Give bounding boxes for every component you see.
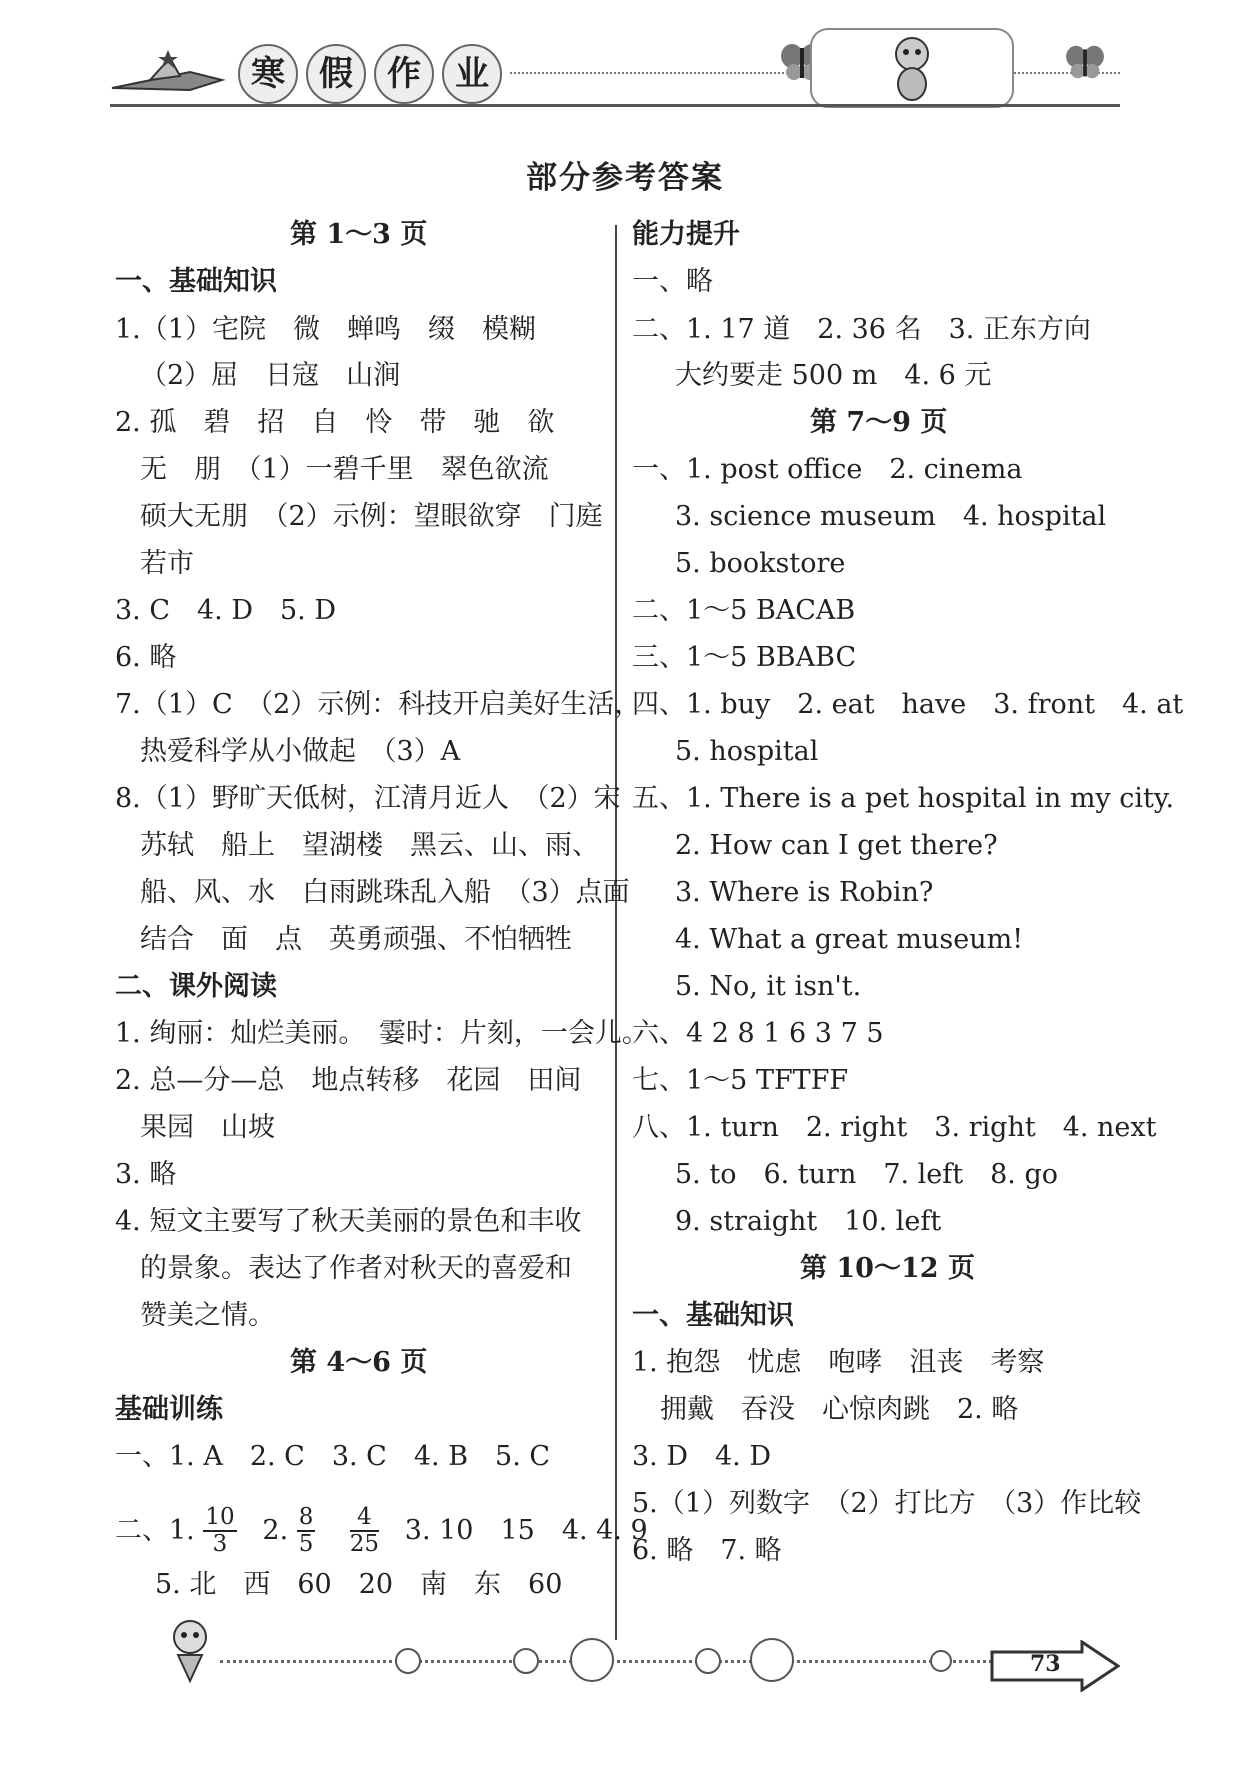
section-heading: 二、课外阅读 xyxy=(115,971,277,1002)
answer-line: 9. straight 10. left xyxy=(675,1206,942,1237)
fraction-numerator: 4 xyxy=(350,1505,379,1532)
answer-line: 结合 面 点 英勇顽强、不怕牺牲 xyxy=(140,924,572,955)
answer-line: 热爱科学从小做起 （3）A xyxy=(140,736,461,767)
answer-line: 赞美之情。 xyxy=(140,1300,275,1331)
header-char: 寒 xyxy=(238,44,298,104)
answer-line: 2. 孤 碧 招 自 怜 带 驰 欲 xyxy=(115,407,555,438)
answer-line: 6. 略 xyxy=(115,642,177,673)
fraction-answer-line xyxy=(115,1505,648,1558)
fraction xyxy=(203,1505,236,1558)
fraction-suffix: 3. 10 15 4. 4. 9 xyxy=(404,1514,648,1546)
answer-line: 二、1～5 BACAB xyxy=(632,595,856,626)
mascot-frame xyxy=(810,28,1014,108)
fraction xyxy=(350,1505,379,1558)
footer-ring xyxy=(570,1638,614,1682)
dragon-mascot-icon xyxy=(882,32,942,104)
answer-line: 4. 短文主要写了秋天美丽的景色和丰收 xyxy=(115,1206,582,1237)
answer-line: （2）屈 日寇 山涧 xyxy=(140,360,401,391)
footer-ring xyxy=(750,1638,794,1682)
fraction-denominator: 5 xyxy=(298,1531,314,1558)
answer-line: 5. hospital xyxy=(675,736,819,767)
fraction-label: 2. xyxy=(262,1514,289,1546)
answer-line: 5. 北 西 60 20 南 东 60 xyxy=(155,1569,563,1600)
space-shuttle-icon xyxy=(110,50,230,100)
answer-line: 3. C 4. D 5. D xyxy=(115,595,336,626)
section-heading: 第 10～12 页 xyxy=(800,1253,975,1284)
section-heading: 基础训练 xyxy=(115,1394,223,1425)
answer-line: 四、1. buy 2. eat have 3. front 4. at xyxy=(632,689,1184,720)
fraction xyxy=(297,1505,316,1558)
answer-line: 6. 略 7. 略 xyxy=(632,1535,782,1566)
fraction-numerator: 8 xyxy=(297,1505,316,1532)
answer-line: 5. bookstore xyxy=(675,548,846,579)
fraction-numerator: 10 xyxy=(203,1505,236,1532)
answer-line: 4. What a great museum! xyxy=(675,924,1024,955)
section-heading: 第 7～9 页 xyxy=(810,407,948,438)
section-heading: 一、基础知识 xyxy=(632,1300,794,1331)
footer-dotted-line xyxy=(220,1660,1040,1663)
answer-line: 7.（1）C （2）示例：科技开启美好生活， xyxy=(115,689,642,720)
butterfly-icon xyxy=(1065,44,1105,80)
answer-line: 3. science museum 4. hospital xyxy=(675,501,1107,532)
section-heading: 第 4～6 页 xyxy=(290,1347,428,1378)
header-char: 业 xyxy=(442,44,502,104)
section-heading: 能力提升 xyxy=(632,219,740,250)
answer-line: 硕大无朋 （2）示例：望眼欲穿 门庭 xyxy=(140,501,603,532)
header-char: 作 xyxy=(374,44,434,104)
fraction-prefix: 二、1. xyxy=(115,1514,195,1546)
answer-line: 若市 xyxy=(140,548,194,579)
fraction-denominator: 3 xyxy=(212,1531,228,1558)
answer-line: 1.（1）宅院 微 蝉鸣 缀 模糊 xyxy=(115,314,536,345)
answer-line: 2. How can I get there? xyxy=(675,830,998,861)
answer-line: 苏轼 船上 望湖楼 黑云、山、雨、 xyxy=(140,830,599,861)
answer-line: 一、1. post office 2. cinema xyxy=(632,454,1023,485)
answer-line: 1. 绚丽：灿烂美丽。 霎时：片刻，一会儿。 xyxy=(115,1018,649,1049)
answer-line: 8.（1）野旷天低树，江清月近人 （2）宋 xyxy=(115,783,621,814)
answer-line: 3. Where is Robin? xyxy=(675,877,934,908)
section-heading: 一、基础知识 xyxy=(115,266,277,297)
answer-line: 七、1～5 TFTFF xyxy=(632,1065,849,1096)
column-divider xyxy=(615,225,617,1640)
answer-line: 的景象。表达了作者对秋天的喜爱和 xyxy=(140,1253,572,1284)
answer-line: 船、风、水 白雨跳珠乱入船 （3）点面 xyxy=(140,877,630,908)
footer-ring xyxy=(395,1648,421,1674)
answer-line: 拥戴 吞没 心惊肉跳 2. 略 xyxy=(660,1394,1019,1425)
answer-line: 五、1. There is a pet hospital in my city. xyxy=(632,783,1175,814)
answer-line: 八、1. turn 2. right 3. right 4. next xyxy=(632,1112,1157,1143)
answer-line: 1. 抱怨 忧虑 咆哮 沮丧 考察 xyxy=(632,1347,1045,1378)
footer-ring xyxy=(513,1648,539,1674)
header-rule xyxy=(110,104,1120,107)
answer-line: 果园 山坡 xyxy=(140,1112,275,1143)
answer-line: 2. 总—分—总 地点转移 花园 田间 xyxy=(115,1065,582,1096)
header-char: 假 xyxy=(306,44,366,104)
answer-line: 3. 略 xyxy=(115,1159,177,1190)
answer-line: 5.（1）列数字 （2）打比方 （3）作比较 xyxy=(632,1488,1142,1519)
monkey-mascot-icon xyxy=(160,1615,220,1685)
page-title: 部分参考答案 xyxy=(526,160,724,196)
header-banner xyxy=(110,20,1120,115)
footer-ring xyxy=(695,1648,721,1674)
answer-line: 一、略 xyxy=(632,266,713,297)
answer-line: 5. No, it isn't. xyxy=(675,971,862,1002)
footer-ring xyxy=(930,1650,952,1672)
section-heading: 第 1～3 页 xyxy=(290,219,428,250)
fraction-denominator: 25 xyxy=(349,1531,380,1558)
answer-line: 六、4 2 8 1 6 3 7 5 xyxy=(632,1018,884,1049)
answer-line: 无 朋 （1）一碧千里 翠色欲流 xyxy=(140,454,549,485)
answer-line: 一、1. A 2. C 3. C 4. B 5. C xyxy=(115,1441,551,1472)
answer-line: 5. to 6. turn 7. left 8. go xyxy=(675,1159,1059,1190)
answer-line: 3. D 4. D xyxy=(632,1441,771,1472)
answer-line: 大约要走 500 m 4. 6 元 xyxy=(675,360,992,391)
answer-line: 二、1. 17 道 2. 36 名 3. 正东方向 xyxy=(632,314,1091,345)
answer-line: 三、1～5 BBABC xyxy=(632,642,857,673)
page-number: 73 xyxy=(1030,1651,1061,1677)
